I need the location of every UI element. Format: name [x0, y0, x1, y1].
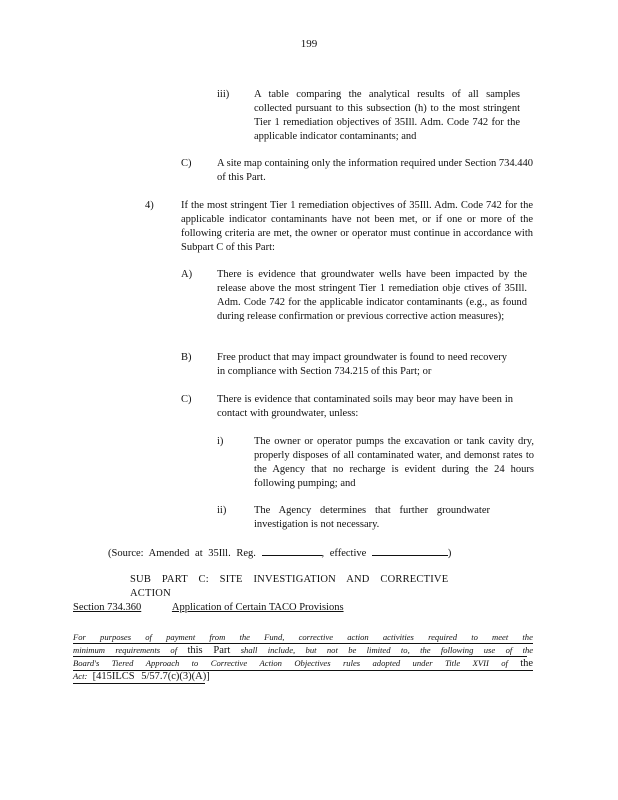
body-word: action	[347, 632, 369, 642]
body-word: Tiered	[111, 658, 134, 668]
body-word: adopted	[372, 658, 401, 668]
body-word: Board's	[73, 658, 100, 668]
item-4-label: 4)	[145, 200, 154, 211]
statute-citation: [415ILCS 5/57.7(c)(3)(A)]	[92, 671, 210, 682]
item-i-text: The owner or operator pumps the excavation or tank cavity dry, properly disposes of all contaminated water, and demonst rates to the Agency that no recharge is evident during the 24 hours following pumping; and	[254, 436, 534, 489]
body-word: of	[145, 632, 152, 642]
item-c-site-map-text: A site map containing only the information required under Section 734.440 of this Part.	[217, 158, 533, 183]
body-word: meet	[492, 632, 509, 642]
body-word: Objectives	[294, 658, 331, 668]
body-word: not	[326, 645, 338, 655]
body-word: the	[420, 645, 431, 655]
item-c-site-map-label: C)	[181, 158, 192, 169]
body-word: Approach	[145, 658, 180, 668]
body-line-1	[73, 630, 533, 644]
source-middle: , effective	[321, 548, 367, 559]
section-number: Section 734.360	[73, 602, 142, 613]
body-word: of	[505, 645, 513, 655]
body-word: XVII	[472, 658, 489, 668]
body-word: payment	[166, 632, 196, 642]
body-word: minimum	[73, 645, 105, 655]
body-word: Action	[259, 658, 282, 668]
body-word: Fund,	[264, 632, 285, 642]
body-word: include,	[267, 645, 296, 655]
body-word: rules	[342, 658, 361, 668]
body-word: of	[501, 658, 508, 668]
subpart-heading: SUB PART C: SITE INVESTIGATION AND CORRECTIVE ACTION	[130, 574, 449, 599]
body-line-4	[73, 669, 210, 684]
source-prefix: (Source: Amended at 35Ill. Reg.	[108, 548, 256, 559]
item-ii-text: The Agency determines that further groundwater investigation is not necessary.	[254, 505, 490, 530]
section-title: Application of Certain TACO Provisions	[171, 602, 344, 613]
body-word: shall	[240, 645, 258, 655]
body-word: required	[428, 632, 458, 642]
section-heading	[73, 601, 393, 615]
item-a-text: There is evidence that groundwater wells have been impacted by the release above the most stringent Tier 1 remediation obje ctives of 35Ill. Adm. Code 742 for the applicable indicator contaminants (e.g., as found during release confirmation or previous corrective action measures);	[217, 269, 527, 322]
body-word: from	[209, 632, 226, 642]
body-word: under	[412, 658, 433, 668]
item-b-text: Free product that may impact groundwater is found to need recovery in compliance with Section 734.215 of this Part; or	[217, 352, 507, 377]
item-c-groundwater-label: C)	[181, 394, 192, 405]
body-word: this Part	[187, 645, 231, 656]
item-iii-text: A table comparing the analytical results of all samples collected pursuant to this subsection (h) to the most stringent Tier 1 remediation objectives of 35Ill. Adm. Code 742 for the applicable indicator contaminants; and	[254, 89, 520, 142]
page-number: 199	[300, 38, 318, 50]
item-i-label: i)	[217, 436, 224, 447]
body-word: to	[471, 632, 478, 642]
item-iii-label: iii)	[217, 89, 230, 100]
body-word: Title	[444, 658, 461, 668]
item-c-groundwater-text: There is evidence that contaminated soils may beor may have been in contact with groundwater, unless:	[217, 394, 513, 419]
body-word: limited	[366, 645, 391, 655]
body-word: Act:	[73, 671, 88, 681]
source-suffix: )	[447, 548, 452, 559]
body-word: of	[170, 645, 178, 655]
body-word: be	[348, 645, 357, 655]
body-word: but	[305, 645, 317, 655]
body-word: the	[239, 632, 250, 642]
source-reg-blank	[262, 545, 322, 556]
body-word: following	[440, 645, 474, 655]
source-effective-blank	[372, 545, 448, 556]
item-a-label: A)	[181, 269, 193, 280]
body-word: the	[520, 658, 534, 669]
body-word: activities	[382, 632, 414, 642]
item-b-label: B)	[181, 352, 192, 363]
body-word: the	[522, 645, 534, 655]
source-note	[108, 545, 451, 561]
item-ii-label: ii)	[217, 505, 227, 516]
item-4-text: If the most stringent Tier 1 remediation objectives of 35Ill. Adm. Code 742 for the applicable indicator contaminants have not been met, or if one or more of the following criteria are met, the owner or operator must continue in accordance with Subpart C of this Part:	[181, 200, 533, 253]
body-word: For	[73, 632, 86, 642]
body-word: purposes	[100, 632, 132, 642]
body-word: the	[522, 632, 533, 642]
body-word: Corrective	[210, 658, 248, 668]
body-underline-4	[73, 683, 205, 684]
body-word: corrective	[298, 632, 334, 642]
body-word: to	[191, 658, 199, 668]
body-word: to,	[400, 645, 410, 655]
body-word: use	[483, 645, 496, 655]
body-word: requirements	[115, 645, 161, 655]
